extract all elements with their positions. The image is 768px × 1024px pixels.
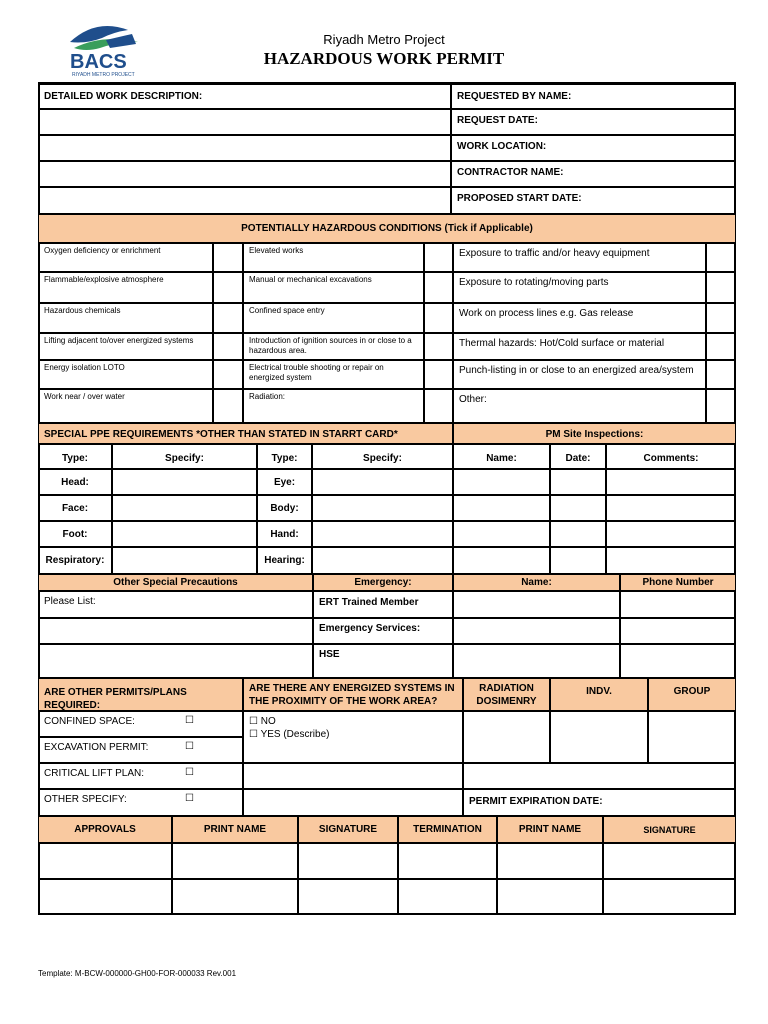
permit-item-label: CONFINED SPACE: <box>44 716 135 727</box>
energized-yes-checkbox[interactable]: ☐ YES (Describe) <box>249 729 330 740</box>
indv-title: INDV. <box>550 678 648 711</box>
hazard-label: Introduction of ignition sources in or close to a hazardous area. <box>243 333 424 360</box>
hse-name-field[interactable] <box>453 644 620 678</box>
ert-name-field[interactable] <box>453 591 620 618</box>
permit-checkbox[interactable]: ☐ <box>185 793 194 804</box>
hazard-checkbox[interactable] <box>706 243 736 272</box>
approval-field[interactable] <box>497 843 603 879</box>
permit-item-label: CRITICAL LIFT PLAN: <box>44 768 145 779</box>
ert-phone-field[interactable] <box>620 591 736 618</box>
hse-phone-field[interactable] <box>620 644 736 678</box>
group-field[interactable] <box>648 711 736 763</box>
approvals-header: APPROVALS <box>38 816 172 843</box>
energized-describe-1[interactable] <box>243 763 463 789</box>
detailed-work-line-1[interactable] <box>38 109 451 135</box>
pm-name-field[interactable] <box>453 521 550 547</box>
approval-field[interactable] <box>38 879 172 915</box>
hazard-label: Oxygen deficiency or enrichment <box>38 243 213 272</box>
ppe-specify-field[interactable] <box>312 521 453 547</box>
hazard-checkbox[interactable] <box>213 360 243 389</box>
permit-checkbox[interactable]: ☐ <box>185 715 194 726</box>
detailed-work-line-3[interactable] <box>38 161 451 187</box>
hazard-label: Flammable/explosive atmosphere <box>38 272 213 303</box>
pm-date-field[interactable] <box>550 521 606 547</box>
hazard-label: Hazardous chemicals <box>38 303 213 333</box>
detailed-work-line-4[interactable] <box>38 187 451 214</box>
other-permits-title: ARE OTHER PERMITS/PLANS REQUIRED: <box>38 678 243 711</box>
hazard-checkbox[interactable] <box>213 303 243 333</box>
approval-field[interactable] <box>38 843 172 879</box>
logo-subtitle: RIYADH METRO PROJECT <box>72 72 135 78</box>
hazard-label: Electrical trouble shooting or repair on energized system <box>243 360 424 389</box>
pm-name-header: Name: <box>453 444 550 469</box>
emergency-services-label: Emergency Services: <box>313 618 453 644</box>
hazards-title: POTENTIALLY HAZARDOUS CONDITIONS (Tick if Applicable) <box>38 214 736 243</box>
energized-options <box>243 711 463 763</box>
hazard-label: Work on process lines e.g. Gas release <box>453 303 706 333</box>
hazard-checkbox[interactable] <box>706 272 736 303</box>
permit-item <box>38 763 243 789</box>
precaution-line-3[interactable] <box>38 644 313 678</box>
ppe-type-label: Face: <box>38 495 112 521</box>
hazard-label: Thermal hazards: Hot/Cold surface or material <box>453 333 706 360</box>
energized-title: ARE THERE ANY ENERGIZED SYSTEMS IN THE PROXIMITY OF THE WORK AREA? <box>243 678 463 711</box>
ppe-type-header: Type: <box>38 444 112 469</box>
ert-member-label: ERT Trained Member <box>313 591 453 618</box>
ppe-type-label: Eye: <box>257 469 312 495</box>
indv-field[interactable] <box>550 711 648 763</box>
hazard-checkbox[interactable] <box>706 389 736 423</box>
hazard-label: Elevated works <box>243 243 424 272</box>
permit-expiration-field[interactable]: PERMIT EXPIRATION DATE: <box>463 789 736 816</box>
ppe-specify-header: Specify: <box>112 444 257 469</box>
pm-name-field[interactable] <box>453 547 550 574</box>
approval-field[interactable] <box>398 843 497 879</box>
hazard-label: Energy isolation LOTO <box>38 360 213 389</box>
services-name-field[interactable] <box>453 618 620 644</box>
hazard-checkbox[interactable] <box>424 272 453 303</box>
hazard-label: Work near / over water <box>38 389 213 423</box>
pm-date-field[interactable] <box>550 495 606 521</box>
hazard-checkbox[interactable] <box>706 360 736 389</box>
pm-name-field[interactable] <box>453 469 550 495</box>
ppe-title: SPECIAL PPE REQUIREMENTS *OTHER THAN STATED IN STARRT CARD* <box>38 423 453 444</box>
ppe-specify-field[interactable] <box>112 547 257 574</box>
hazard-label: Manual or mechanical excavations <box>243 272 424 303</box>
ppe-specify-field[interactable] <box>112 469 257 495</box>
precaution-name-title: Name: <box>453 574 620 591</box>
permit-checkbox[interactable]: ☐ <box>185 767 194 778</box>
print-name-header-1: PRINT NAME <box>172 816 298 843</box>
hazard-checkbox[interactable] <box>213 333 243 360</box>
approval-field[interactable] <box>172 879 298 915</box>
page-title: HAZARDOUS WORK PERMIT <box>263 49 505 68</box>
pm-comments-field[interactable] <box>606 469 736 495</box>
hazard-label: Other: <box>453 389 706 423</box>
pm-date-field[interactable] <box>550 547 606 574</box>
ppe-type-label: Hand: <box>257 521 312 547</box>
emergency-title: Emergency: <box>313 574 453 591</box>
ppe-specify-field[interactable] <box>112 495 257 521</box>
energized-describe-2[interactable] <box>243 789 463 816</box>
requested-by-field[interactable]: REQUESTED BY NAME: <box>451 84 736 109</box>
hazard-label: Exposure to traffic and/or heavy equipment <box>453 243 706 272</box>
approval-field[interactable] <box>497 879 603 915</box>
services-phone-field[interactable] <box>620 618 736 644</box>
pm-comments-header: Comments: <box>606 444 736 469</box>
ppe-specify-field[interactable] <box>312 469 453 495</box>
logo-text: BACS <box>70 51 127 73</box>
hazard-label: Radiation: <box>243 389 424 423</box>
hazard-checkbox[interactable] <box>424 389 453 423</box>
hazard-checkbox[interactable] <box>706 303 736 333</box>
contractor-name-field[interactable]: CONTRACTOR NAME: <box>451 161 736 187</box>
approval-field[interactable] <box>172 843 298 879</box>
energized-no-checkbox[interactable]: ☐ NO <box>249 716 276 727</box>
hazard-checkbox[interactable] <box>424 303 453 333</box>
permit-item <box>38 789 243 816</box>
hazard-checkbox[interactable] <box>213 243 243 272</box>
request-date-field[interactable]: REQUEST DATE: <box>451 109 736 135</box>
hse-label: HSE <box>313 644 453 678</box>
approval-field[interactable] <box>603 843 736 879</box>
detailed-work-label: DETAILED WORK DESCRIPTION: <box>38 84 451 109</box>
approval-field[interactable] <box>603 879 736 915</box>
hazard-label: Punch-listing in or close to an energized area/system <box>453 360 706 389</box>
ppe-type-label: Foot: <box>38 521 112 547</box>
permit-item-label: OTHER SPECIFY: <box>44 794 127 805</box>
detailed-work-line-2[interactable] <box>38 135 451 161</box>
pm-date-field[interactable] <box>550 469 606 495</box>
project-name: Riyadh Metro Project <box>323 32 445 47</box>
hazard-checkbox[interactable] <box>706 333 736 360</box>
pm-date-header: Date: <box>550 444 606 469</box>
hazard-label: Lifting adjacent to/over energized systems <box>38 333 213 360</box>
template-reference: Template: M-BCW-000000-GH00-FOR-000033 Rev.001 <box>38 969 237 978</box>
hazard-label: Exposure to rotating/moving parts <box>453 272 706 303</box>
hazard-checkbox[interactable] <box>213 389 243 423</box>
signature-header-2: SIGNATURE <box>603 816 736 843</box>
ppe-type-label: Head: <box>38 469 112 495</box>
hazard-label: Confined space entry <box>243 303 424 333</box>
pm-comments-field[interactable] <box>606 547 736 574</box>
permit-checkbox[interactable]: ☐ <box>185 741 194 752</box>
ppe-specify-field[interactable] <box>112 521 257 547</box>
phone-number-title: Phone Number <box>620 574 736 591</box>
please-list-field[interactable]: Please List: <box>38 591 313 618</box>
print-name-header-2: PRINT NAME <box>497 816 603 843</box>
ppe-type-label: Body: <box>257 495 312 521</box>
approval-field[interactable] <box>298 843 398 879</box>
ppe-specify-field[interactable] <box>312 495 453 521</box>
hazard-checkbox[interactable] <box>424 333 453 360</box>
logo <box>66 20 146 78</box>
permit-item <box>38 711 243 737</box>
permit-item <box>38 737 243 763</box>
proposed-start-date-field[interactable]: PROPOSED START DATE: <box>451 187 736 214</box>
ppe-specify-header: Specify: <box>312 444 453 469</box>
precaution-line-2[interactable] <box>38 618 313 644</box>
precautions-title: Other Special Precautions <box>38 574 313 591</box>
work-location-field[interactable]: WORK LOCATION: <box>451 135 736 161</box>
ppe-type-label: Respiratory: <box>38 547 112 574</box>
radiation-title: RADIATION DOSIMENRY <box>463 678 550 711</box>
hazard-checkbox[interactable] <box>424 243 453 272</box>
termination-header: TERMINATION <box>398 816 497 843</box>
hazard-checkbox[interactable] <box>424 360 453 389</box>
hazard-checkbox[interactable] <box>213 272 243 303</box>
approval-field[interactable] <box>398 879 497 915</box>
pm-comments-field[interactable] <box>606 521 736 547</box>
ppe-type-header: Type: <box>257 444 312 469</box>
pm-title: PM Site Inspections: <box>453 423 736 444</box>
ppe-type-label: Hearing: <box>257 547 312 574</box>
radiation-field[interactable] <box>463 711 550 763</box>
radiation-blank-row[interactable] <box>463 763 736 789</box>
group-title: GROUP <box>648 678 736 711</box>
permit-item-label: EXCAVATION PERMIT: <box>44 742 149 753</box>
pm-comments-field[interactable] <box>606 495 736 521</box>
pm-name-field[interactable] <box>453 495 550 521</box>
ppe-specify-field[interactable] <box>312 547 453 574</box>
approval-field[interactable] <box>298 879 398 915</box>
signature-header-1: SIGNATURE <box>298 816 398 843</box>
